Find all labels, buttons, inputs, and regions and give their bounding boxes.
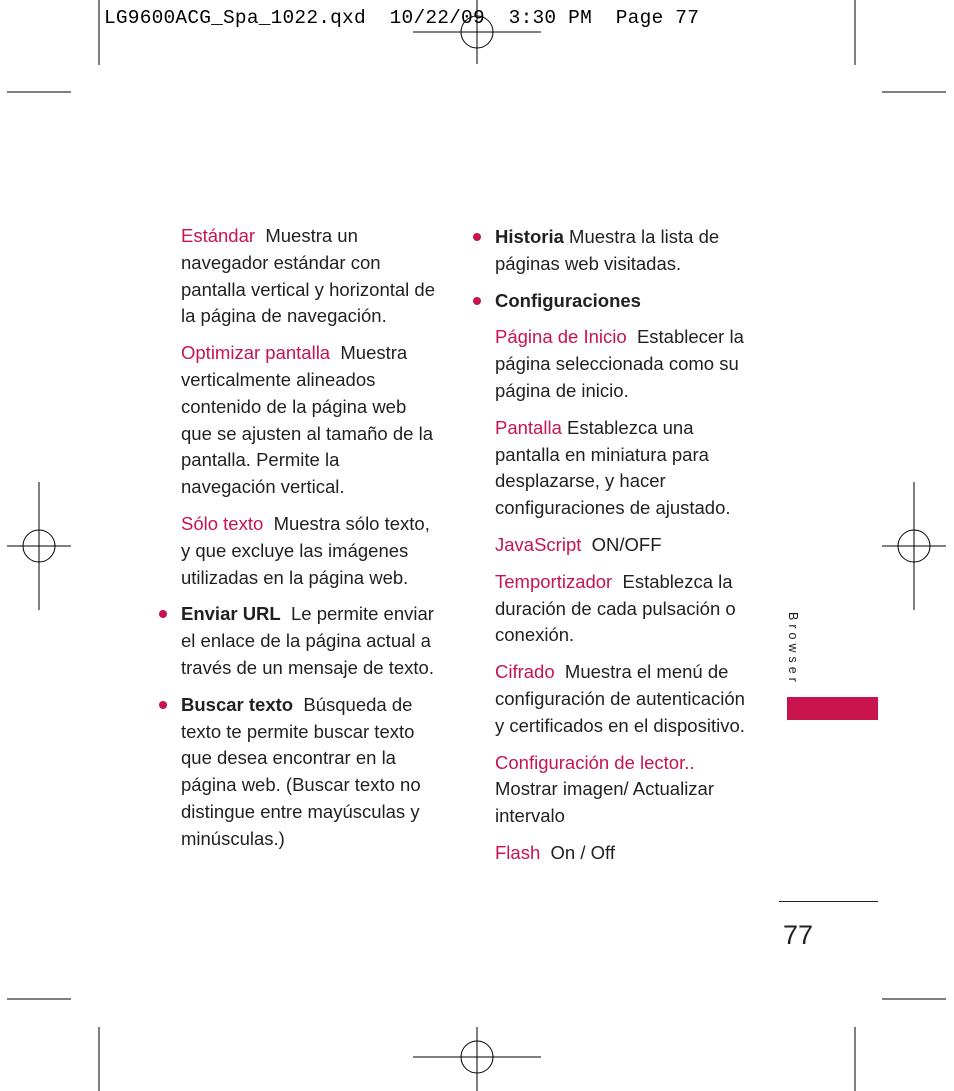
term-buscar-texto: Buscar texto xyxy=(181,693,294,715)
option-javascript xyxy=(495,532,757,559)
option-configuracion-lector xyxy=(495,750,757,830)
term-javascript: JavaScript xyxy=(495,533,582,555)
term-cifrado: Cifrado xyxy=(495,661,555,683)
desc-flash: On / Off xyxy=(550,841,615,863)
term-configuraciones: Configuraciones xyxy=(495,289,641,311)
desc-historia: Muestra la lista de páginas web visitadas. xyxy=(495,226,720,274)
section-tab-marker xyxy=(787,697,878,720)
desc-pagina-inicio: Establecer la página seleccionada como su página de inicio. xyxy=(495,326,744,401)
option-temporizador xyxy=(495,569,757,649)
option-estandar xyxy=(181,223,436,330)
desc-pantalla: Establezca una pantalla en miniatura para desplazarse, y hacer configuraciones de ajustado. xyxy=(495,416,731,519)
bullet-dot-icon xyxy=(473,297,481,305)
section-label: Browser xyxy=(786,612,800,686)
option-pagina-inicio xyxy=(495,324,757,404)
bullet-buscar-texto xyxy=(181,692,436,853)
bullet-enviar-url xyxy=(181,601,436,681)
term-solo-texto: Sólo texto xyxy=(181,512,264,534)
term-pagina-inicio: Página de Inicio xyxy=(495,326,627,348)
left-column xyxy=(181,223,436,863)
footer-rule xyxy=(779,901,878,902)
term-pantalla: Pantalla xyxy=(495,416,562,438)
right-column xyxy=(495,224,757,877)
desc-enviar-url: Le permite enviar el enlace de la página actual a través de un mensaje de texto. xyxy=(181,603,434,678)
bullet-historia xyxy=(495,224,757,278)
term-estandar: Estándar xyxy=(181,225,256,246)
term-configuracion-lector: Configuración de lector.. xyxy=(495,751,695,773)
term-temporizador: Temportizador xyxy=(495,570,613,592)
print-slug-line: LG9600ACG_Spa_1022.qxd 10/22/09 3:30 PM Page 77 xyxy=(104,7,700,29)
desc-configuracion-lector: Mostrar imagen/ Actualizar intervalo xyxy=(495,778,715,827)
desc-estandar: Muestra un navegador estándar con pantalla vertical y horizontal de la página de navegación. xyxy=(181,225,436,327)
term-enviar-url: Enviar URL xyxy=(181,603,281,625)
desc-cifrado: Muestra el menú de configuración de autenticación y certificados en el dispositivo. xyxy=(495,661,745,736)
option-optimizar-pantalla xyxy=(181,340,436,501)
option-flash xyxy=(495,840,757,867)
term-flash: Flash xyxy=(495,841,541,863)
desc-solo-texto: Muestra sólo texto, y que excluye las imágenes utilizadas en la página web. xyxy=(181,512,430,588)
bullet-dot-icon xyxy=(159,701,167,709)
desc-javascript: ON/OFF xyxy=(591,533,662,555)
desc-temporizador: Establezca la duración de cada pulsación o conexión. xyxy=(495,570,736,646)
bullet-dot-icon xyxy=(473,233,481,241)
desc-optimizar-pantalla: Muestra verticalmente alineados contenido de la página web que se ajusten al tamaño de la pantalla. Permite la navegación vertical. xyxy=(181,342,433,498)
option-pantalla xyxy=(495,415,757,522)
desc-buscar-texto: Búsqueda de texto te permite buscar texto que desea encontrar en la página web. (Buscar texto no distingue entre mayúsculas y minúsculas.) xyxy=(181,693,421,849)
option-cifrado xyxy=(495,659,757,739)
page-number: 77 xyxy=(783,920,814,950)
option-solo-texto xyxy=(181,511,436,591)
bullet-configuraciones xyxy=(495,288,757,315)
term-optimizar-pantalla: Optimizar pantalla xyxy=(181,342,331,364)
term-historia: Historia xyxy=(495,226,564,247)
